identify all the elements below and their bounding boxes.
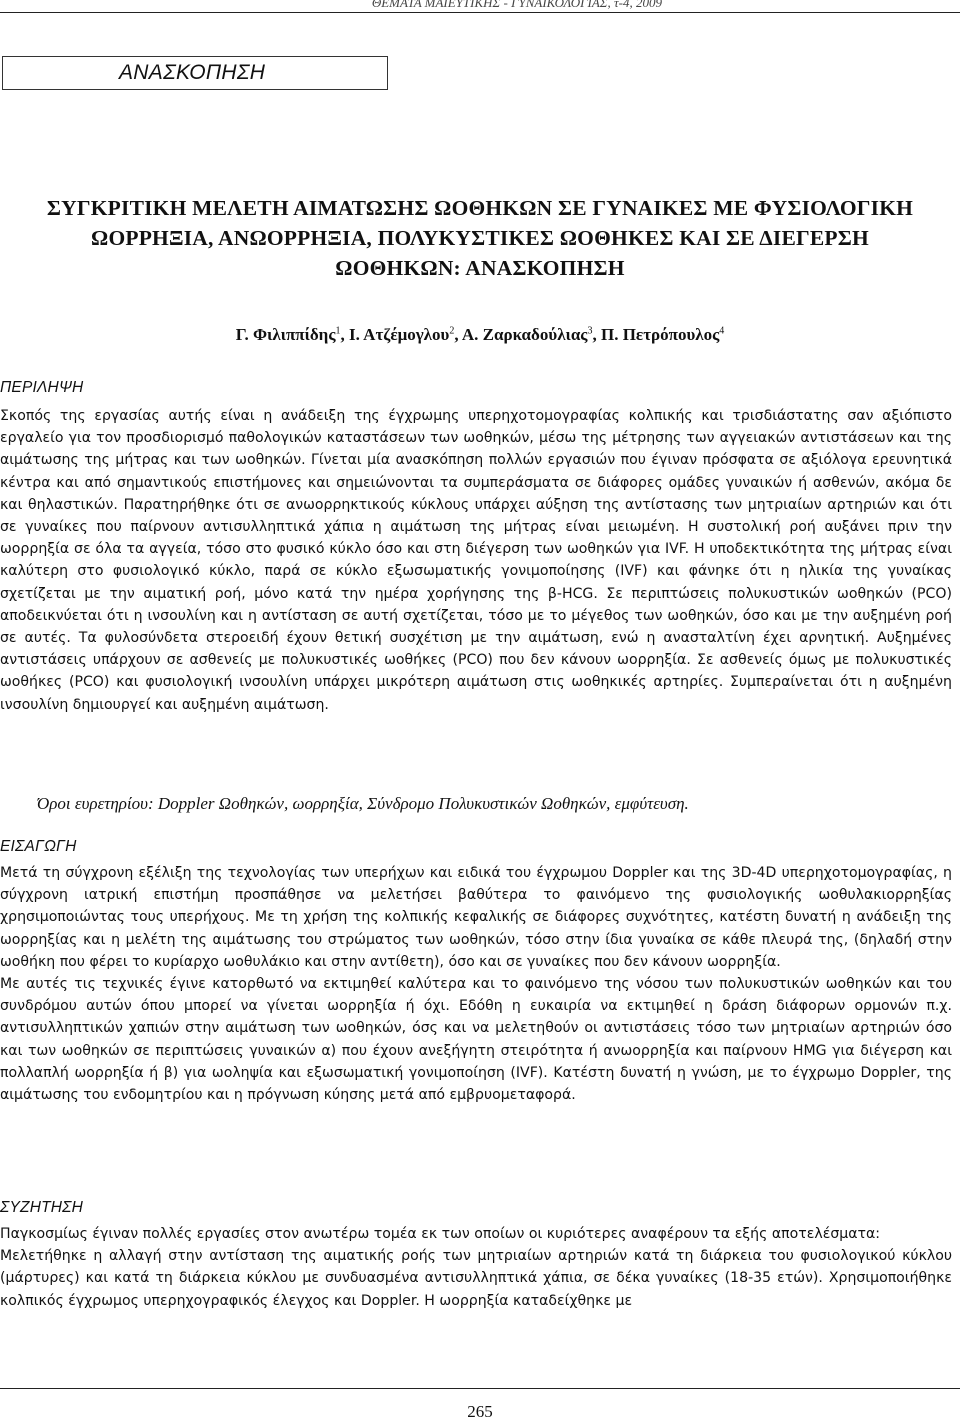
- introduction-heading: ΕΙΣΑΓΩΓΗ: [0, 838, 77, 855]
- article-title: [0, 193, 960, 283]
- section-label-box: [2, 56, 388, 90]
- author: Π. Πετρόπουλος$^4$: [600, 325, 725, 344]
- discussion-heading: ΣΥΖΗΤΗΣΗ: [0, 1199, 84, 1216]
- page-number: 265: [467, 1402, 493, 1421]
- running-title: ΘΕΜΑΤΑ ΜΑΙΕΥΤΙΚΗΣ - ΓΥΝΑΙΚΟΛΟΓΙΑΣ, τ-4, 2009: [372, 0, 662, 11]
- author: Ι. Ατζέμογλου$^2$,: [349, 325, 462, 344]
- author: Γ. Φιλιππίδης$^1$,: [235, 325, 349, 344]
- running-header: [0, 0, 960, 13]
- discussion-paragraph-1: Παγκοσμίως έγιναν πολλές εργασίες στον ανωτέρω τομέα εκ των οποίων οι κυριότερες αναφέρουν τα εξής αποτελέσματα:: [0, 1226, 881, 1242]
- abstract-text: [0, 405, 952, 716]
- abstract-paragraph: Σκοπός της εργασίας αυτής είναι η ανάδειξη της έγχρωμης υπερηχοτομογραφίας κολπικής και τρισδιάστατης σαν αξιόπιστο εργαλείο για τον προσδιορισμό παθολογικών καταστάσεων των ωοθηκών, μέσω της μέτρησης των αγγειακών αντιστάσεων και της αιμάτωσης της μήτρας και των ωοθηκών. Γίνεται μία ανασκόπηση πολλών εργασιών που έγιναν πρόσφατα σε αξιόλογα ερευνητικά κέντρα και από σημαντικούς επιστήμονες και σημειώνονται τα συμπεράσματα σε διάφορες ομάδες γυναικών ή ασθενών, ακόμα δε και θηλαστικών. Παρατηρήθηκε ότι σε ανωορρηκτικούς κύκλους υπάρχει αύξηση της αντίστασης των μητριαίων αρτηριών και ότι σε γυναίκες που παίρνουν αντισυλληπτικά χάπια η αιμάτωση της μήτρας είναι μειωμένη. Η συστολική ροή αυξάνει πριν την ωορρηξία σε όλα τα αγγεία, τόσο στο φυσικό κύκλο όσο και στη διέγερση των ωοθηκών για IVF. Η υποδεκτικότητα της μήτρας είναι καλύτερη στο φυσιολογικό κύκλο, παρά σε κύκλο εξωσωματικής γονιμοποίησης (IVF) και φάνηκε ότι η ηλικία της γυναίκας σχετίζεται με την αιματική ροή, μόνο κατά την ημέρα χορήγησης της β-HCG. Σε περιπτώσεις πολυκυστικών ωοθηκών (PCO) αποδεικνύεται ότι η ινσουλίνη και η αντίσταση σε αυτή σχετίζεται, τόσο με το μέγεθος των ωοθηκών, όσο και με την αυξημένη ροή σε αυτές. Τα φυλοσύνδετα στεροειδή έχουν θετική συσχέτιση με την αιμάτωση, ενώ η ανασταλτίνη έχει αρνητική. Αυξημένες αντιστάσεις υπάρχουν σε ασθενείς με πολυκυστικές ωοθήκες (PCO) που δεν κάνουν ωορρηξία. Σε ασθενείς όμως με πολυκυστικές ωοθήκες (PCO) και φυσιολογική ινσουλίνη υπάρχει μικρότερη αιμάτωση στις ωοθηκικές αρτηρίες. Συμπεραίνεται ότι η αυξημένη ινσουλίνη δημιουργεί και αυξημένη αιμάτωση.: [0, 408, 952, 713]
- introduction-paragraph-1: Μετά τη σύγχρονη εξέλιξη της τεχνολογίας των υπερήχων και ειδικά του έγχρωμου Doppler και της 3D-4D υπερηχοτομογραφίας, η σύγχρονη ιατρική επιστήμη προσπάθησε να μελετήσει βαθύτερα το φαινόμενο της φυσιολογικής ωοθυλακιορρηξίας χρησιμοποιώντας τους υπερήχους. Με τη χρήση της κολπικής κεφαλικής σε διάφορες συχνότητες, κατέστη δυνατή η ανάδειξη της ωορρηξίας και η μελέτη της αιμάτωσης του στρώματος των ωοθηκών, τόσο στην ίδια γυναίκα σε κάθε πλευρά της, (δηλαδή στην ωοθήκη που φέρει το κυρίαρχο ωοθυλάκιο και στην αντίθετη), όσο και σε γυναίκες που δεν κάνουν ωορρηξία.: [0, 865, 952, 970]
- introduction-paragraph-2: Με αυτές τις τεχνικές έγινε κατορθωτό να εκτιμηθεί καλύτερα και το φαινόμενο της νόσου των πολυκυστικών ωοθηκών και του συνδρόμου αυτών όπου μπορεί να γίνεται ωορρηξία ή όχι. Εδόθη η ευκαιρία να εκτιμηθεί η δράση διάφορων ορμονών π.χ. αντισυλληπτικών χαπιών στην αιμάτωση των ωοθηκών, όσς και να μελετηθούν οι αντιστάσεις τόσο των μητριαίων αρτηριών όσο και των ωοθηκών σε περιπτώσεις γυναικών α) που έχουν ανεξήγητη στειρότητα ή ανωορρηξία και παίρνουν HMG για διέγερση και πολλαπλή ωορρηξία ή β) για ωοληψία και εξωσωματική γονιμοποίηση (IVF). Κατέστη δυνατή η γνώση, με το έγχρωμο Doppler, της αιμάτωσης του ενδομητρίου και η πρόγνωση κύησης μετά από εμβρυομεταφορά.: [0, 976, 952, 1104]
- title-line-2: ΩΟΡΡΗΞΙΑ, ΑΝΩΟΡΡΗΞΙΑ, ΠΟΛΥΚΥΣΤΙΚΕΣ ΩΟΘΗΚΕΣ ΚΑΙ ΣΕ ΔΙΕΓΕΡΣΗ: [91, 226, 869, 250]
- author: Α. Ζαρκαδούλιας$^3$,: [461, 325, 601, 344]
- introduction-text: [0, 862, 952, 1106]
- title-line-1: ΣΥΓΚΡΙΤΙΚΗ ΜΕΛΕΤΗ ΑΙΜΑΤΩΣΗΣ ΩΟΘΗΚΩΝ ΣΕ ΓΥΝΑΙΚΕΣ ΜΕ ΦΥΣΙΟΛΟΓΙΚΗ: [46, 196, 914, 220]
- author-list: [0, 325, 960, 345]
- keywords: Όροι ευρετηρίου: Doppler Ωοθηκών, ωορρηξία, Σύνδρομο Πολυκυστικών Ωοθηκών, εμφύτευση.: [37, 794, 689, 813]
- abstract-heading: ΠΕΡΙΛΗΨΗ: [0, 379, 84, 396]
- discussion-text: [0, 1223, 952, 1312]
- discussion-paragraph-2: Μελετήθηκε η αλλαγή στην αντίσταση της αιματικής ροής των μητριαίων αρτηριών κατά τη διάρκεια του φυσιολογικού κύκλου (μάρτυρες) και κατά τη διάρκεια κύκλου με συνδυασμένα αντισυλληπτικά χάπια, σε δέκα γυναίκες (18-35 ετών). Χρησιμοποιήθηκε κολπικός έγχρωμος υπερηχογραφικός έλεγχος και Doppler. Η ωορρηξία καταδείχθηκε με: [0, 1248, 952, 1309]
- section-label: ΑΝΑΣΚΟΠΗΣΗ: [119, 61, 266, 84]
- footer-rule: [0, 1388, 960, 1389]
- title-line-3: ΩΟΘΗΚΩΝ: ΑΝΑΣΚΟΠΗΣΗ: [335, 256, 625, 280]
